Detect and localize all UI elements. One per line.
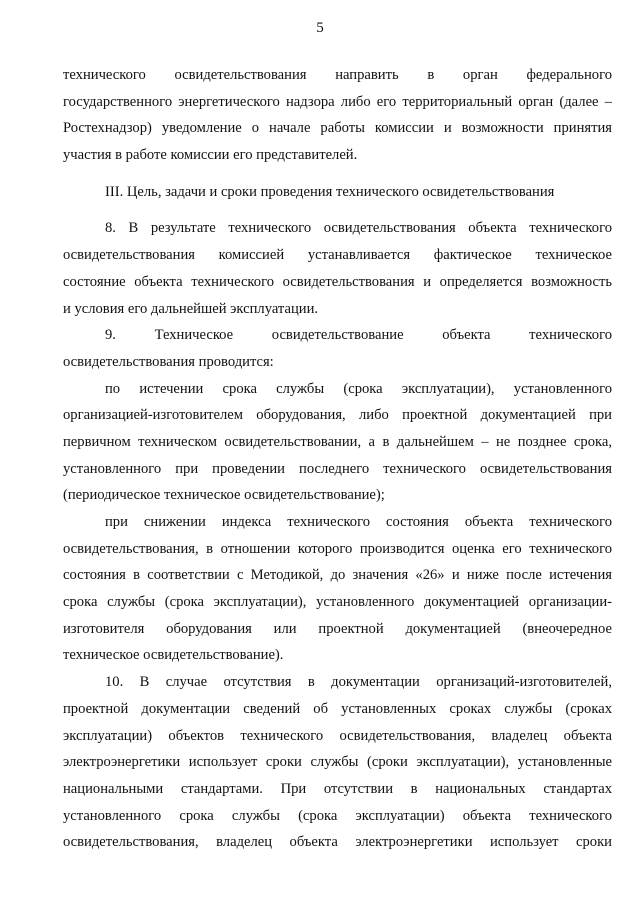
item-b-line: освидетельствования, в отношении которого производится оценка его технического [63,540,612,557]
item-b-line: техническое освидетельствование). [63,647,284,664]
text-line: государственного энергетического надзора либо его территориальный орган (далее – [63,93,612,110]
document-body [63,62,612,856]
paragraph-10-line: национальными стандартами. При отсутствии в национальных стандартах [63,780,612,797]
item-a-line: по истечении срока службы (срока эксплуатации), установленного [105,380,612,397]
paragraph-8-line: состояние объекта технического освидетельствования и определяется возможность [63,273,612,290]
paragraph-10-line: 10. В случае отсутствия в документации организаций-изготовителей, [105,674,612,691]
paragraph-8-line: и условия его дальнейшей эксплуатации. [63,300,319,317]
item-b-line: срока службы (срока эксплуатации), установленного документацией организации- [63,594,612,611]
paragraph-10-line: освидетельствования, владелец объекта электроэнергетики использует сроки [63,834,612,851]
item-b-line: изготовителя оборудования или проектной документацией (внеочередное [63,620,612,637]
paragraph-9-line: 9. Техническое освидетельствование объекта технического [105,327,612,344]
item-a-line: организацией-изготовителем оборудования, либо проектной документацией при [63,407,612,424]
paragraph-10-line: проектной документации сведений об установленных сроках службы (сроках [63,700,612,717]
text-line: Ростехнадзор) уведомление о начале работы комиссии и возможности принятия [63,120,612,137]
item-a-line: (периодическое техническое освидетельствование); [63,487,385,504]
item-a-line: установленного при проведении последнего технического освидетельствования [63,460,612,477]
paragraph-10-line: электроэнергетики использует сроки службы (сроки эксплуатации), установленные [63,754,612,771]
section-heading: III. Цель, задачи и сроки проведения технического освидетельствования [105,183,555,200]
spacer [63,169,612,179]
text-line: технического освидетельствования направить в орган федерального [63,67,612,83]
page-number: 5 [316,20,324,36]
paragraph-9-line: освидетельствования проводится: [63,353,274,370]
text-line: участия в работе комиссии его представителей. [63,147,358,164]
item-b-line: состояния в соответствии с Методикой, до значения «26» и ниже после истечения [63,567,612,584]
item-a-line: первичном техническом освидетельствовании, а в дальнейшем – не позднее срока, [63,433,612,450]
paragraph-8-line: 8. В результате технического освидетельствования объекта технического [105,220,612,237]
paragraph-10-line: эксплуатации) объектов технического освидетельствования, владелец объекта [63,727,612,744]
paragraph-8-line: освидетельствования комиссией устанавливается фактическое техническое [63,247,612,264]
spacer [63,205,612,215]
item-b-line: при снижении индекса технического состояния объекта технического [105,514,612,530]
paragraph-10-line: установленного срока службы (срока эксплуатации) объекта технического [63,807,612,824]
